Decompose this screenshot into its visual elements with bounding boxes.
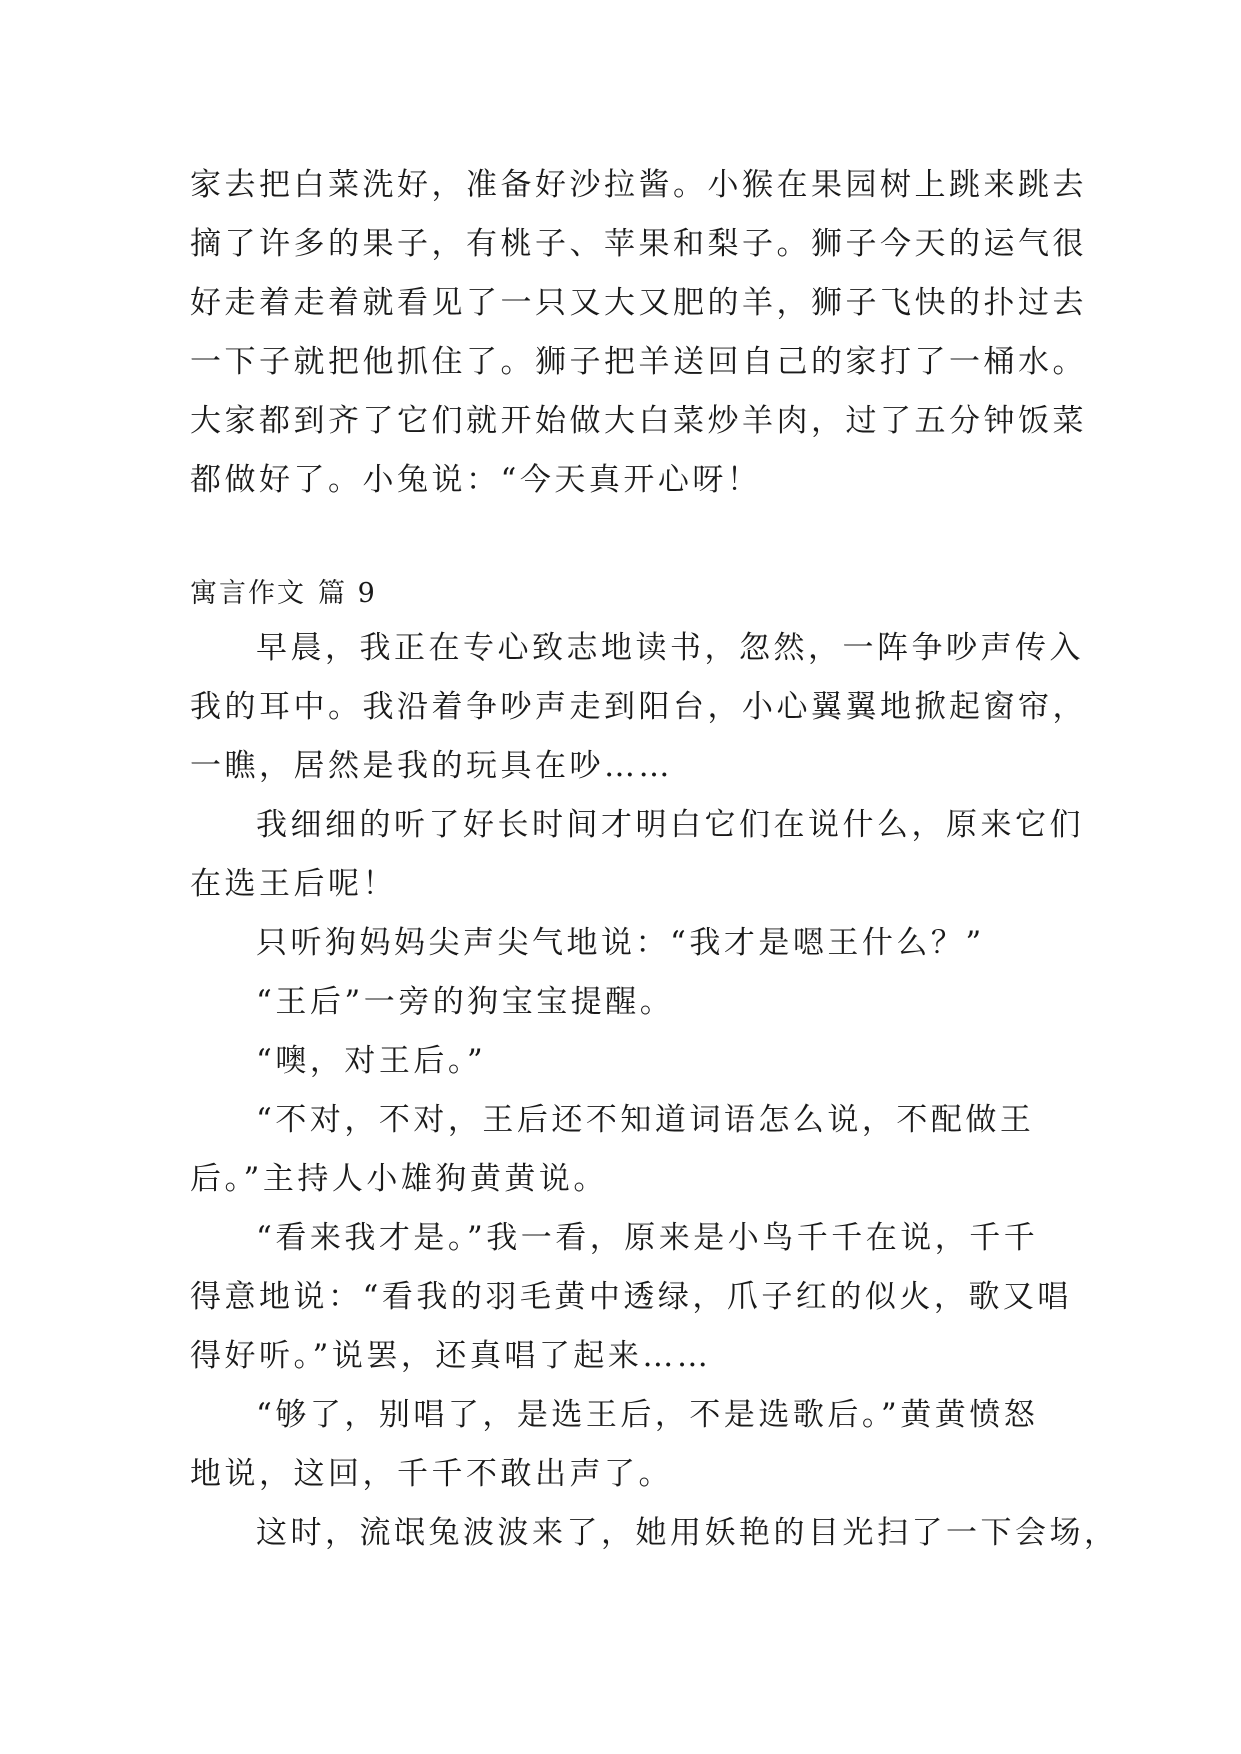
text-line: 我的耳中。我沿着争吵声走到阳台，小心翼翼地掀起窗帘， — [190, 689, 1087, 725]
text-line: 好走着走着就看见了一只又大又肥的羊，狮子飞快的扑过去 — [190, 285, 1087, 321]
text-line: 一瞧，居然是我的玩具在吵…… — [190, 748, 673, 784]
heading-number: 篇 9 — [318, 578, 377, 609]
paragraph-first-line: “看来我才是。”我一看，原来是小鸟千千在说，千千 — [256, 1220, 1039, 1256]
text-line: 后。”主持人小雄狗黄黄说。 — [190, 1161, 608, 1197]
paragraph-first-line: 早晨，我正在专心致志地读书，忽然，一阵争吵声传入 — [256, 630, 1084, 666]
text-line: 得好听。”说罢，还真唱了起来…… — [190, 1338, 712, 1374]
text-line: 地说，这回，千千不敢出声了。 — [190, 1456, 673, 1492]
text-line: 摘了许多的果子，有桃子、苹果和梨子。狮子今天的运气很 — [190, 226, 1087, 262]
section-heading — [190, 564, 377, 623]
text-line: 得意地说：“看我的羽毛黄中透绿，爪子红的似火，歌又唱 — [190, 1279, 1072, 1315]
text-line: 都做好了。小兔说：“今天真开心呀！ — [190, 462, 762, 498]
paragraph-first-line: “噢，对王后。” — [256, 1043, 487, 1079]
text-line: 一下子就把他抓住了。狮子把羊送回自己的家打了一桶水。 — [190, 344, 1087, 380]
text-line: 在选王后呢！ — [190, 866, 397, 902]
paragraph-first-line: 只听狗妈妈尖声尖气地说：“我才是嗯王什么？” — [256, 925, 985, 961]
paragraph-first-line: “王后”一旁的狗宝宝提醒。 — [256, 984, 675, 1020]
paragraph-first-line: 这时，流氓兔波波来了，她用妖艳的目光扫了一下会场， — [256, 1515, 1119, 1551]
text-line: 家去把白菜洗好，准备好沙拉酱。小猴在果园树上跳来跳去 — [190, 167, 1087, 203]
paragraph-first-line: “够了，别唱了，是选王后，不是选歌后。”黄黄愤怒 — [256, 1397, 1039, 1433]
story-body — [190, 619, 1119, 1563]
story-continuation — [190, 156, 1087, 510]
heading-title: 寓言作文 — [190, 578, 306, 609]
paragraph-first-line: 我细细的听了好长时间才明白它们在说什么，原来它们 — [256, 807, 1084, 843]
paragraph-first-line: “不对，不对，王后还不知道词语怎么说，不配做王 — [256, 1102, 1035, 1138]
text-line: 大家都到齐了它们就开始做大白菜炒羊肉，过了五分钟饭菜 — [190, 403, 1087, 439]
